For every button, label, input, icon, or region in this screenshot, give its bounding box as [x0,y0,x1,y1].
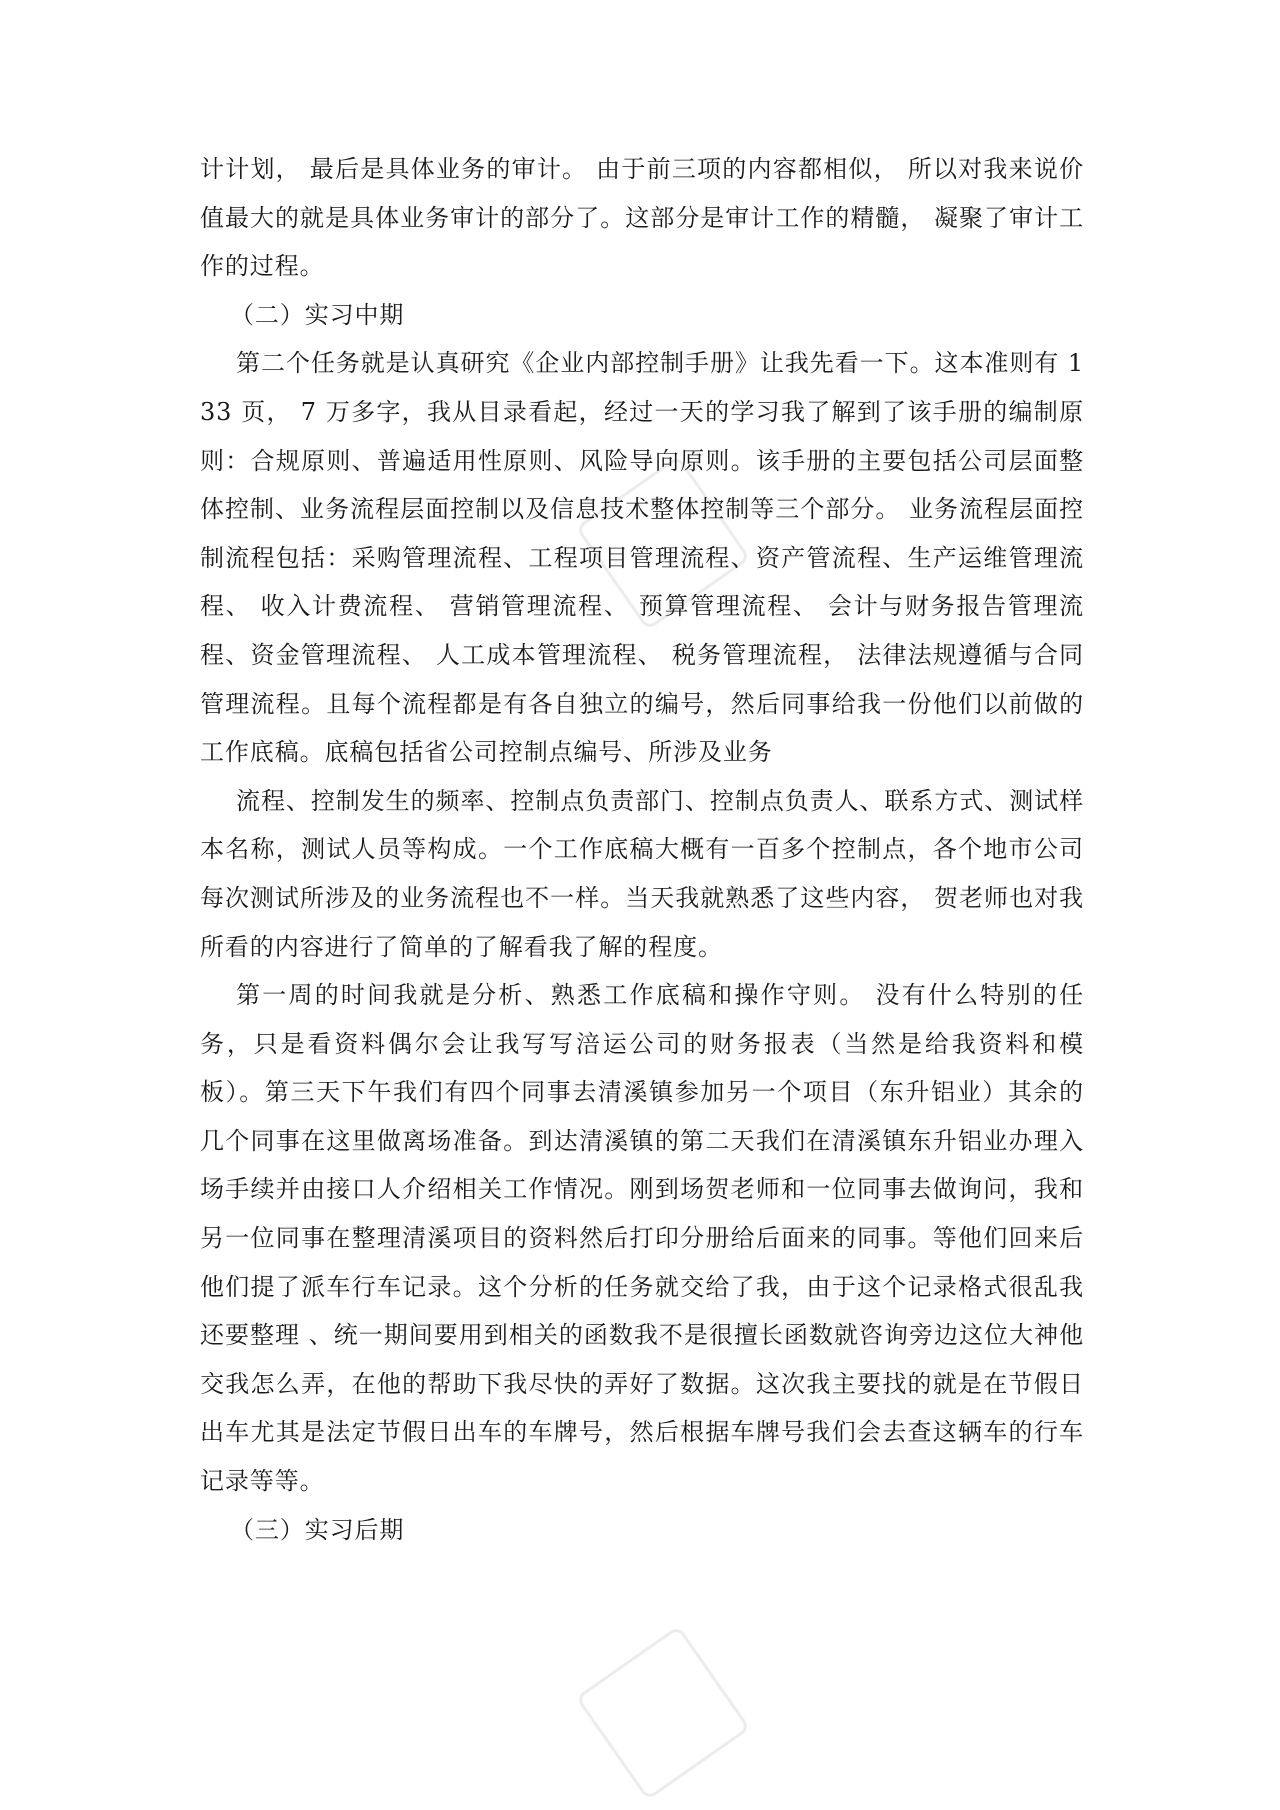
document-body [200,145,1084,1554]
paragraph-planning-summary: 计计划， 最后是具体业务的审计。 由于前三项的内容都相似， 所以对我来说价值最大的就是具体业务审计的部分了。这部分是审计工作的精髓， 凝聚了审计工作的过程。 [200,155,1084,281]
section-heading-mid-internship: （二）实习中期 [230,300,405,329]
paragraph-control-manual: 第二个任务就是认真研究《企业内部控制手册》让我先看一下。这本准则有 133 页， 7 万多字，我从目录看起，经过一天的学习我了解到了该手册的编制原则：合规原则、普遍适用性原则、风险导向原则。该手册的主要包括公司层面整体控制、业务流程层面控制以及信息技术整体控制等三个部分。 业务流程层面控制流程包括：采购管理流程、工程项目管理流程、资产管流程、生产运维管理流程、 收入计费流程、 营销管理流程、 预算管理流程、 会计与财务报告管理流程、资金管理流程、 人工成本管理流程、 税务管理流程， 法律法规遵循与合同管理流程。且每个流程都是有各自独立的编号，然后同事给我一份他们以前做的工作底稿。底稿包括省公司控制点编号、所涉及业务 [200,349,1084,767]
paragraph-first-week: 第一周的时间我就是分析、熟悉工作底稿和操作守则。 没有什么特别的任务，只是看资料偶尔会让我写写涪运公司的财务报表（当然是给我资料和模板）。第三天下午我们有四个同事去清溪镇参加另一个项目（东升铝业）其余的几个同事在这里做离场准备。到达清溪镇的第二天我们在清溪镇东升铝业办理入场手续并由接口人介绍相关工作情况。刚到场贺老师和一位同事去做询问，我和另一位同事在整理清溪项目的资料然后打印分册给后面来的同事。等他们回来后他们提了派车行车记录。这个分析的任务就交给了我，由于这个记录格式很乱我还要整理 、统一期间要用到相关的函数我不是很擅长函数就咨询旁边这位大神他交我怎么弄，在他的帮助下我尽快的弄好了数据。这次我主要找的就是在节假日出车尤其是法定节假日出车的车牌号，然后根据车牌号我们会去查这辆车的行车记录等等。 [200,981,1084,1496]
watermark-stamp-decoration [575,1625,750,1800]
paragraph-workpaper-contents: 流程、控制发生的频率、控制点负责部门、控制点负责人、联系方式、测试样本名称，测试人员等构成。一个工作底稿大概有一百多个控制点，各个地市公司每次测试所涉及的业务流程也不一样。当天我就熟悉了这些内容， 贺老师也对我所看的内容进行了简单的了解看我了解的程度。 [200,786,1084,961]
section-heading-late-internship: （三）实习后期 [230,1515,405,1544]
